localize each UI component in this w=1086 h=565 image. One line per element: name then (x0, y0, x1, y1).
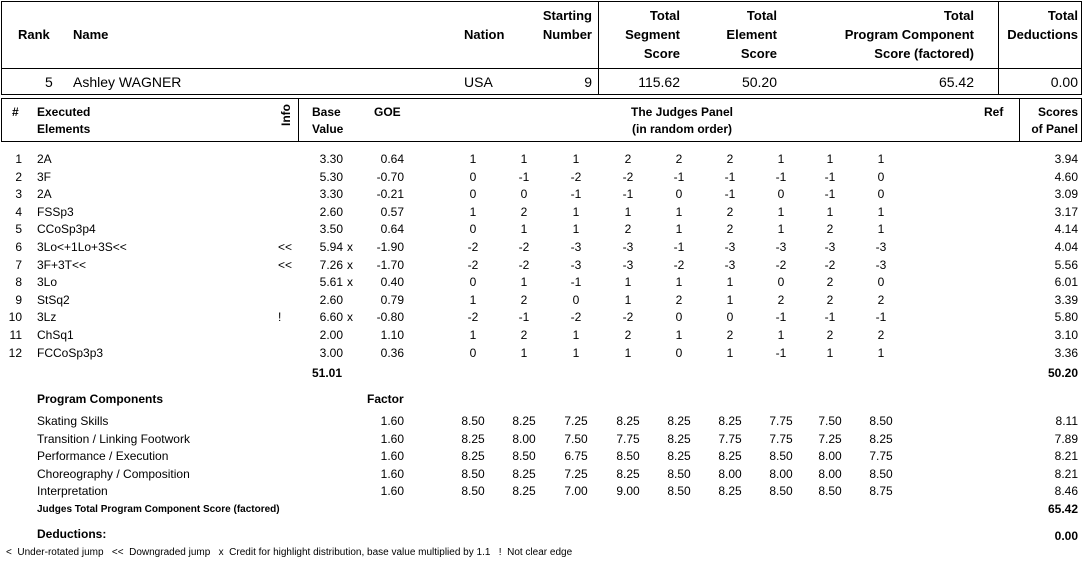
element-judge-score: -2 (775, 257, 787, 272)
summary-divider (2, 68, 1081, 69)
component-judge-score: 8.00 (512, 431, 536, 446)
element-goe: 0.64 (380, 152, 404, 166)
component-judge-score: 7.75 (869, 449, 893, 464)
element-judge-score: 2 (826, 328, 834, 342)
component-judge-score: 8.50 (667, 466, 691, 481)
element-judge-score: 1 (877, 345, 885, 360)
col-executed: Executed Elements (37, 105, 91, 136)
element-judge-score: -1 (570, 275, 582, 290)
element-name: FCCoSp3p3 (37, 345, 104, 360)
element-panel-score: 3.94 (1054, 152, 1078, 166)
element-judge-score: 0 (877, 169, 885, 184)
element-judge-score: -1 (622, 187, 634, 202)
element-judge-score: -2 (673, 257, 685, 272)
element-judge-score: 2 (826, 292, 834, 307)
header-rank: Rank (18, 27, 50, 42)
element-goe: 1.10 (380, 328, 404, 342)
element-panel-score: 3.39 (1054, 292, 1078, 307)
component-judge-score: 7.25 (564, 466, 588, 481)
element-judge-score: 2 (675, 152, 683, 166)
element-judge-score: 1 (726, 292, 734, 307)
element-num: 11 (9, 328, 22, 342)
component-judge-score: 8.25 (461, 449, 485, 464)
element-judge-score: 0 (777, 187, 785, 202)
element-judge-score: -1 (570, 187, 582, 202)
component-judge-score: 8.75 (869, 484, 893, 499)
component-judge-score: 8.25 (512, 466, 536, 481)
component-factor: 1.60 (380, 466, 404, 481)
col-num: # (12, 105, 19, 119)
element-judge-score: -2 (570, 310, 582, 325)
element-judge-score: 2 (624, 222, 632, 237)
element-judge-score: 1 (520, 152, 528, 166)
element-panel-score: 5.80 (1054, 310, 1078, 325)
element-judge-score: 1 (675, 204, 683, 219)
element-judge-score: 1 (572, 152, 580, 166)
element-bonus-flag: x (347, 257, 353, 272)
element-goe: 0.64 (380, 222, 404, 237)
element-judge-score: 0 (469, 187, 477, 202)
component-judge-score: 7.75 (718, 431, 742, 446)
element-goe: -0.80 (376, 310, 404, 325)
component-judge-score: 7.50 (818, 414, 842, 428)
element-base-value: 5.94 (319, 240, 343, 254)
skater-starting-number: 9 (584, 74, 592, 90)
component-panel-score: 8.11 (1055, 414, 1078, 428)
element-judge-score: -1 (824, 187, 836, 202)
element-judge-score: 1 (877, 204, 885, 219)
element-goe: 0.36 (380, 345, 404, 360)
element-judge-score: 1 (520, 222, 528, 237)
element-judge-score: 1 (624, 292, 632, 307)
skater-deductions: 0.00 (1050, 74, 1078, 90)
component-judge-score: 8.25 (718, 414, 742, 428)
header-name: Name (73, 27, 109, 42)
element-judge-score: -2 (467, 257, 479, 272)
element-judge-score: -3 (775, 240, 787, 254)
program-factor-label: Factor (367, 392, 404, 406)
component-judge-score: 7.75 (616, 431, 640, 446)
element-num: 7 (15, 257, 22, 272)
component-judge-score: 8.50 (769, 484, 793, 499)
component-judge-score: 8.50 (769, 449, 793, 464)
element-judge-score: 0 (469, 275, 477, 290)
element-judge-score: -2 (824, 257, 836, 272)
element-num: 3 (15, 187, 22, 202)
element-num: 12 (8, 345, 22, 360)
element-judge-score: 0 (469, 169, 477, 184)
element-num: 4 (15, 204, 22, 219)
element-judge-score: -1 (724, 187, 736, 202)
element-goe: -0.70 (376, 169, 404, 184)
element-judge-score: 1 (624, 345, 632, 360)
component-panel-score: 7.89 (1054, 431, 1078, 446)
component-judge-score: 8.25 (512, 484, 536, 499)
element-judge-score: -1 (775, 345, 787, 360)
element-num: 9 (15, 292, 22, 307)
component-factor: 1.60 (380, 484, 404, 499)
element-judge-score: 2 (520, 292, 528, 307)
element-judge-score: -3 (570, 240, 582, 254)
element-goe: 0.79 (380, 292, 404, 307)
component-judge-score: 8.25 (667, 449, 691, 464)
element-judge-score: 0 (469, 222, 477, 237)
skater-nation: USA (464, 74, 493, 90)
skater-element-score: 50.20 (741, 74, 777, 90)
element-num: 1 (15, 152, 22, 166)
elements-header-vline-1 (298, 99, 299, 141)
element-judge-score: 1 (572, 222, 580, 237)
element-panel-score: 3.09 (1054, 187, 1078, 202)
component-name: Skating Skills (37, 414, 109, 428)
element-judge-score: -1 (775, 169, 787, 184)
element-base-value: 3.30 (319, 152, 343, 166)
deductions-value: 0.00 (1054, 529, 1078, 543)
component-judge-score: 8.50 (869, 466, 893, 481)
element-judge-score: -3 (824, 240, 836, 254)
element-name: 3F (37, 169, 52, 184)
component-judge-score: 8.50 (461, 466, 485, 481)
element-bonus-flag: x (347, 310, 353, 325)
element-judge-score: 1 (572, 328, 580, 342)
header-starting-number: Starting Number (542, 8, 592, 42)
element-judge-score: 1 (777, 328, 785, 342)
skater-program-score: 65.42 (938, 74, 974, 90)
legend: < Under-rotated jump << Downgraded jump x Credit for highlight distribution, base value multiplied by 1.1 ! Not clear edge (6, 547, 573, 558)
component-factor: 1.60 (380, 449, 404, 464)
component-judge-score: 8.00 (818, 466, 842, 481)
element-judge-score: 2 (726, 204, 734, 219)
elements-header-vline-2 (1019, 99, 1020, 141)
element-panel-score: 5.56 (1054, 257, 1078, 272)
component-judge-score: 6.75 (564, 449, 588, 464)
element-base-value: 6.60 (319, 310, 343, 325)
element-judge-score: -1 (824, 169, 836, 184)
element-base-value: 2.00 (319, 328, 343, 342)
element-name: CCoSp3p4 (37, 222, 96, 237)
element-judge-score: 1 (826, 152, 834, 166)
element-judge-score: -3 (875, 257, 887, 272)
element-goe: -0.21 (376, 187, 404, 202)
element-base-value: 5.30 (319, 169, 343, 184)
component-judge-score: 8.25 (718, 484, 742, 499)
element-judge-score: 1 (520, 275, 528, 290)
element-judge-score: 1 (826, 345, 834, 360)
element-name: FSSp3 (37, 204, 74, 219)
element-name: StSq2 (37, 292, 70, 307)
component-name: Interpretation (37, 484, 108, 499)
element-panel-score: 3.17 (1054, 204, 1078, 219)
component-judge-score: 7.00 (564, 484, 588, 499)
col-info: Info (279, 104, 293, 126)
element-judge-score: 0 (469, 345, 477, 360)
header-total-element: Total Element Score (726, 8, 777, 61)
element-judge-score: 1 (826, 204, 834, 219)
component-judge-score: 8.00 (818, 449, 842, 464)
element-judge-score: 1 (777, 152, 785, 166)
element-judge-score: 2 (826, 222, 834, 237)
element-judge-score: -1 (673, 169, 685, 184)
element-judge-score: 1 (726, 275, 734, 290)
component-judge-score: 8.50 (461, 484, 485, 499)
component-judge-score: 8.50 (461, 414, 485, 428)
col-ref: Ref (984, 105, 1004, 119)
element-goe: 0.40 (380, 275, 404, 290)
element-panel-score: 4.14 (1054, 222, 1078, 237)
element-base-value: 3.30 (319, 187, 343, 202)
component-judge-score: 8.50 (869, 414, 893, 428)
element-judge-score: 2 (877, 292, 885, 307)
col-judges-panel: The Judges Panel (in random order) (630, 105, 734, 136)
element-num: 2 (15, 169, 22, 184)
element-judge-score: -2 (467, 310, 479, 325)
element-judge-score: -2 (518, 257, 530, 272)
element-judge-score: 2 (520, 328, 528, 342)
element-judge-score: 0 (877, 275, 885, 290)
element-judge-score: 1 (520, 345, 528, 360)
element-judge-score: 1 (624, 275, 632, 290)
element-info: ! (278, 310, 282, 325)
component-judge-score: 8.25 (667, 431, 691, 446)
element-bonus-flag: x (347, 275, 353, 290)
skater-name: Ashley WAGNER (73, 74, 182, 90)
component-judge-score: 7.50 (564, 431, 588, 446)
element-judge-score: 1 (469, 328, 477, 342)
component-judge-score: 7.25 (564, 414, 588, 428)
element-bonus-flag: x (347, 240, 353, 254)
element-judge-score: -2 (622, 169, 634, 184)
element-judge-score: -1 (518, 169, 530, 184)
element-judge-score: 1 (572, 204, 580, 219)
element-judge-score: -1 (518, 310, 530, 325)
element-judge-score: 1 (572, 345, 580, 360)
component-judge-score: 8.00 (718, 466, 742, 481)
component-panel-score: 8.21 (1054, 449, 1078, 464)
skater-segment-score: 115.62 (638, 74, 680, 90)
element-name: 3Lo (37, 275, 58, 290)
header-total-program: Total Program Component Score (factored) (844, 8, 974, 61)
element-name: 3Lz (37, 310, 57, 325)
element-judge-score: 1 (777, 222, 785, 237)
element-judge-score: 1 (624, 204, 632, 219)
element-judge-score: 2 (777, 292, 785, 307)
element-name: 2A (37, 187, 52, 202)
element-info: << (278, 240, 293, 254)
element-judge-score: 1 (469, 292, 477, 307)
component-judge-score: 8.25 (718, 449, 742, 464)
element-panel-score: 4.60 (1054, 169, 1078, 184)
element-judge-score: 1 (675, 275, 683, 290)
component-judge-score: 8.50 (616, 449, 640, 464)
element-judge-score: -3 (622, 240, 634, 254)
component-factor: 1.60 (380, 414, 404, 428)
element-judge-score: 0 (675, 345, 683, 360)
element-judge-score: 0 (777, 275, 785, 290)
col-goe: GOE (374, 105, 401, 119)
element-panel-score: 6.01 (1054, 275, 1078, 290)
element-judge-score: 0 (877, 187, 885, 202)
element-judge-score: -1 (673, 240, 685, 254)
skater-rank: 5 (45, 74, 53, 90)
element-judge-score: -1 (724, 169, 736, 184)
component-judge-score: 8.25 (461, 431, 485, 446)
header-total-deductions: Total Deductions (1007, 8, 1078, 42)
element-judge-score: 1 (877, 222, 885, 237)
element-judge-score: 1 (675, 222, 683, 237)
component-name: Performance / Execution (37, 449, 169, 464)
element-judge-score: -3 (622, 257, 634, 272)
element-judge-score: 1 (726, 345, 734, 360)
program-total-label: Judges Total Program Component Score (factored) (37, 504, 280, 515)
element-judge-score: 2 (520, 204, 528, 219)
element-info: << (278, 257, 293, 272)
element-judge-score: 0 (675, 310, 683, 325)
element-judge-score: -2 (570, 169, 582, 184)
element-judge-score: 2 (877, 328, 885, 342)
component-judge-score: 7.25 (818, 431, 842, 446)
component-name: Transition / Linking Footwork (37, 431, 190, 446)
element-goe: 0.57 (380, 204, 404, 219)
element-goe: -1.90 (376, 240, 404, 254)
element-judge-score: 1 (469, 204, 477, 219)
element-judge-score: 2 (726, 152, 734, 166)
element-judge-score: 1 (469, 152, 477, 166)
element-num: 8 (15, 275, 22, 290)
element-judge-score: 0 (675, 187, 683, 202)
program-total-value: 65.42 (1047, 502, 1078, 516)
element-judge-score: -3 (724, 240, 736, 254)
element-panel-score: 3.36 (1054, 345, 1078, 360)
elements-header-box (1, 98, 1082, 142)
component-panel-score: 8.46 (1054, 484, 1078, 499)
element-judge-score: 2 (826, 275, 834, 290)
component-judge-score: 8.50 (818, 484, 842, 499)
component-judge-score: 8.25 (869, 431, 893, 446)
element-num: 10 (8, 310, 22, 325)
element-judge-score: -1 (875, 310, 887, 325)
element-base-value: 7.26 (319, 257, 343, 272)
component-judge-score: 8.50 (667, 484, 691, 499)
element-judge-score: 1 (877, 152, 885, 166)
element-judge-score: 1 (777, 204, 785, 219)
element-judge-score: -3 (724, 257, 736, 272)
element-base-value: 2.60 (319, 204, 343, 219)
component-judge-score: 8.25 (616, 466, 640, 481)
element-judge-score: -2 (622, 310, 634, 325)
program-components-title: Program Components (37, 392, 164, 406)
element-judge-score: -3 (570, 257, 582, 272)
element-num: 6 (15, 240, 22, 254)
element-judge-score: 0 (572, 292, 580, 307)
element-panel-score: 4.04 (1054, 240, 1078, 254)
component-judge-score: 9.00 (616, 484, 640, 499)
element-num: 5 (15, 222, 22, 237)
element-base-value: 5.61 (319, 275, 343, 290)
component-judge-score: 8.25 (667, 414, 691, 428)
component-judge-score: 8.25 (616, 414, 640, 428)
header-nation: Nation (464, 27, 505, 42)
element-judge-score: -1 (824, 310, 836, 325)
element-name: 3Lo<+1Lo+3S<< (37, 240, 127, 254)
element-judge-score: 2 (624, 328, 632, 342)
element-base-value: 2.60 (319, 292, 343, 307)
element-judge-score: 2 (726, 328, 734, 342)
col-base-value: Base Value (312, 105, 344, 136)
element-judge-score: 2 (726, 222, 734, 237)
element-judge-score: -1 (775, 310, 787, 325)
element-panel-score: 3.10 (1054, 328, 1078, 342)
component-panel-score: 8.21 (1054, 466, 1078, 481)
component-name: Choreography / Composition (37, 466, 190, 481)
component-judge-score: 7.75 (769, 431, 793, 446)
element-name: 2A (37, 152, 52, 166)
element-name: 3F+3T<< (37, 257, 87, 272)
header-total-segment: Total Segment Score (625, 8, 680, 61)
element-judge-score: 2 (624, 152, 632, 166)
element-judge-score: -3 (875, 240, 887, 254)
component-judge-score: 8.00 (769, 466, 793, 481)
element-judge-score: -2 (518, 240, 530, 254)
element-judge-score: 0 (726, 310, 734, 325)
element-goe: -1.70 (376, 257, 404, 272)
element-judge-score: 0 (520, 187, 528, 202)
element-judge-score: 2 (675, 292, 683, 307)
component-judge-score: 7.75 (769, 414, 793, 428)
col-scores-of-panel: Scores of Panel (1031, 105, 1078, 136)
elements-total-score: 50.20 (1047, 366, 1078, 380)
element-base-value: 3.00 (319, 345, 343, 360)
component-judge-score: 8.25 (512, 414, 536, 428)
element-name: ChSq1 (37, 328, 74, 342)
element-judge-score: -2 (467, 240, 479, 254)
element-judge-score: 1 (675, 328, 683, 342)
component-factor: 1.60 (380, 431, 404, 446)
element-base-value: 3.50 (319, 222, 343, 237)
deductions-label: Deductions: (37, 527, 107, 541)
elements-total-base: 51.01 (311, 366, 342, 380)
component-judge-score: 8.50 (512, 449, 536, 464)
